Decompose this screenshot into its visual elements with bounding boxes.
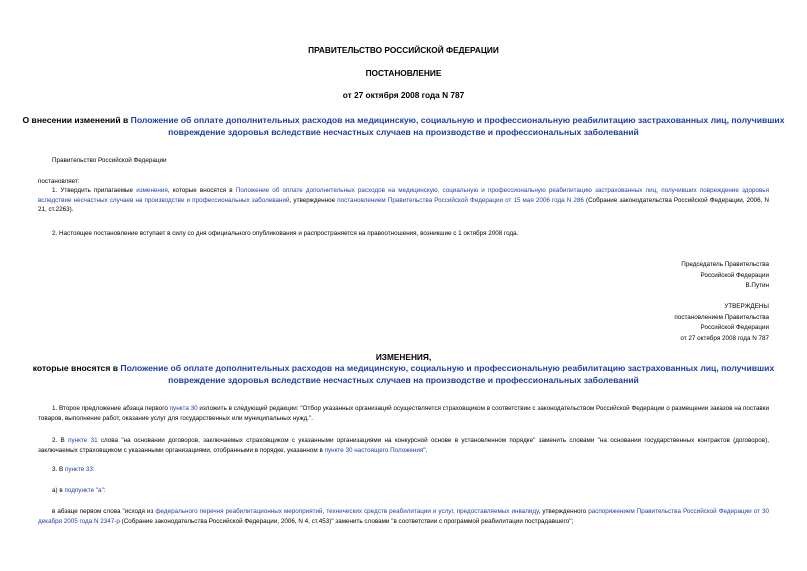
regulation-link[interactable]: Положение об оплате дополнительных расходов на медицинскую, социальную и профессиональную реабилитацию застрахованных лиц, получивших повреждение здоровья вследствие несчастных случаев на производстве и профессиональных заболеваний bbox=[38, 187, 770, 204]
c3-text-b: : bbox=[92, 466, 95, 473]
approved-block bbox=[529, 302, 769, 344]
approved-heading: УТВЕРЖДЕНЫ bbox=[724, 303, 769, 310]
clause-30-regulation-link[interactable]: пункте 30 настоящего Положения bbox=[324, 446, 424, 454]
change-2 bbox=[38, 436, 769, 455]
changes-subtitle bbox=[30, 363, 777, 386]
changes-link[interactable]: изменения bbox=[136, 187, 168, 194]
change-3 bbox=[52, 465, 95, 475]
decree-286-link[interactable]: постановлением Правительства Российской Федерации от 15 мая 2006 года N 286 bbox=[337, 196, 584, 204]
p1-text-b: , которые вносятся в bbox=[167, 187, 236, 194]
changes-regulation-link[interactable]: Положение об оплате дополнительных расходов на медицинскую, социальную и профессиональную реабилитацию застрахованных лиц, получивших повреждение здоровья вследствие несчастных случаев на производстве и профессиональных заболеваний bbox=[120, 363, 775, 385]
order-2347-link[interactable]: распоряжением Правительства Российской Федерации от 30 декабря 2005 года N 2347-р bbox=[38, 508, 769, 525]
doc-type-header: ПОСТАНОВЛЕНИЕ bbox=[365, 68, 442, 78]
change-3a-text bbox=[38, 507, 769, 526]
c3a-body-c: (Собрание законодательства Российской Федерации, 2006, N 4, ст.453)" заменить словами "в соответствии с программой реабилитации пострадавшего"; bbox=[119, 517, 574, 525]
c1-text-a: 1. Второе предложение абзаца первого bbox=[52, 405, 170, 412]
document-title bbox=[20, 115, 787, 138]
changes-sub-prefix: которые вносятся в bbox=[32, 363, 121, 373]
decrees-text: постановляет: bbox=[38, 178, 80, 185]
title-regulation-link[interactable]: Положение об оплате дополнительных расходов на медицинскую, социальную и профессиональную реабилитацию застрахованных лиц, получивших повреждение здоровья вследствие несчастных случаев на производстве и профессиональных заболеваний bbox=[130, 115, 785, 137]
p1-text-c: , утвержденное bbox=[289, 196, 338, 204]
c3a-text-b: : bbox=[103, 487, 106, 494]
signature-name: В.Путин bbox=[745, 282, 769, 289]
subclause-a-link[interactable]: подпункте "а" bbox=[64, 487, 104, 494]
approved-date: от 27 октября 2008 года N 787 bbox=[680, 334, 769, 342]
c3-text-a: 3. В bbox=[52, 466, 65, 473]
clause-30-link[interactable]: пункта 30 bbox=[169, 405, 198, 412]
p1-text-a: 1. Утвердить прилагаемые bbox=[52, 187, 137, 194]
approved-by: постановлением Правительства bbox=[674, 313, 769, 321]
doc-date-header: от 27 октября 2008 года N 787 bbox=[342, 90, 465, 100]
clause-31-link[interactable]: пункте 31 bbox=[68, 437, 98, 444]
issuer-text: Правительство Российской Федерации bbox=[52, 157, 167, 164]
clause-33-link[interactable]: пункте 33 bbox=[64, 466, 93, 473]
paragraph-1 bbox=[38, 186, 769, 215]
c2-text-c: ". bbox=[423, 446, 428, 454]
c2-text-a: 2. В bbox=[52, 437, 69, 444]
c1-text-b: изложить в следующей редакции: "Отбор указанных организаций осуществляется страховщиком в соответствии с законодательством Российской Федерации о размещении заказов на поставки товаров, выполнение работ, оказание услуг для государственных или муниципальных нужд.". bbox=[38, 405, 769, 422]
federal-list-link[interactable]: федерального перечня реабилитационных мероприятий, технических средств реабилитации и услуг, предоставляемых инвалиду bbox=[155, 508, 539, 515]
government-header: ПРАВИТЕЛЬСТВО РОССИЙСКОЙ ФЕДЕРАЦИИ bbox=[308, 45, 499, 55]
change-3a bbox=[52, 486, 106, 496]
signature-title: Председатель Правительства bbox=[681, 261, 769, 268]
title-prefix: О внесении изменений в bbox=[22, 115, 131, 125]
approved-country: Российской Федерации bbox=[700, 324, 769, 331]
signature-country: Российской Федерации bbox=[700, 271, 769, 279]
changes-heading: ИЗМЕНЕНИЯ, bbox=[375, 352, 432, 362]
paragraph-2: 2. Настоящее постановление вступает в силу со дня официального опубликования и распространяется на правоотношения, возникшие с 1 октября 2008 года. bbox=[52, 230, 519, 237]
signature-block bbox=[529, 260, 769, 292]
c3a-body-b: , утвержденного bbox=[538, 508, 589, 515]
c2-text-b: слова "на основании договоров, заключаемых страховщиком с указанными организациями на конкурсной основе в установленном порядке" заменить словами "на основании государственных контрактов (договоров), заключаемых страховщиком с указанными организациями, отобранными в порядке, указанном в bbox=[38, 437, 770, 454]
c3a-text-a: а) в bbox=[52, 487, 65, 494]
change-1 bbox=[38, 404, 769, 423]
c3a-body-a: в абзаце первом слова "исходя из bbox=[52, 508, 156, 515]
p1-text-d: (Собрание законодательства Российской Федерации, 2006, N 21, ст.2263). bbox=[38, 196, 769, 213]
